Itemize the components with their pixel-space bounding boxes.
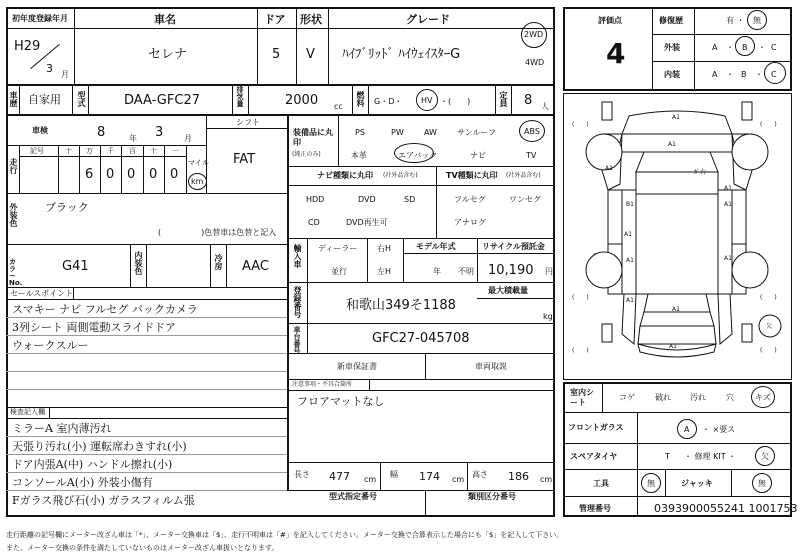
color-note: ( )色替車は色替と記入: [158, 228, 277, 237]
notes-label: 注意事項・不具合箇所: [292, 381, 353, 388]
car-name-label: 車名: [154, 13, 176, 26]
mileage-digit-3: 0: [127, 167, 136, 182]
int-dot2: ・: [755, 70, 763, 79]
unit-juu: 十: [150, 147, 157, 155]
fuel-other: ・( ): [440, 97, 471, 106]
reg-no: 和歌山349そ1188: [346, 298, 456, 313]
tools-label: 工具: [593, 479, 609, 488]
svg-text:( ): ( ): [760, 347, 777, 354]
import-label: 輸入車: [293, 244, 302, 268]
navi-sub: (社外品含む): [383, 172, 418, 179]
fuel-label: 燃料: [356, 91, 365, 107]
color-no-label: カラーNo.: [9, 258, 23, 287]
windshield-label: フロントガラス: [568, 423, 624, 432]
shift-label: シフト: [236, 118, 260, 127]
equip-navi: ナビ: [470, 151, 486, 160]
dmg-a1-bumper: A1: [626, 297, 634, 304]
dmg-a1-right-door: A1: [724, 201, 732, 208]
navi-title: ナビ種類に丸印: [317, 171, 373, 180]
length-unit: cm: [364, 475, 377, 484]
navi-cd: CD: [308, 218, 320, 227]
interior-color-label: 内装色: [134, 251, 143, 275]
score-label: 評価点: [598, 16, 622, 25]
equip-title: 装備品に丸印: [293, 128, 333, 147]
tools-none: 無: [647, 479, 655, 488]
car-damage-diagram: [564, 94, 791, 379]
model-year-unit: 年: [433, 267, 441, 276]
check-line-3: ドア内張A(中) ハンドル擦れ(小): [12, 458, 173, 471]
yen-unit: 円: [545, 267, 553, 276]
shaken-month: 3: [155, 125, 164, 140]
seat-hole: 穴: [726, 393, 734, 402]
seat-scratch: キズ: [755, 393, 771, 402]
repair-opts: 有 ・: [726, 16, 745, 25]
svg-text:( ): ( ): [572, 121, 589, 128]
import-left: 左H: [377, 267, 392, 276]
dmg-b1-left-door: B1: [626, 201, 634, 208]
ext-dot2: ・: [758, 43, 766, 52]
mileage-digit-1: 6: [85, 167, 94, 182]
spare-kit: ・ 修理 KIT ・: [684, 452, 737, 461]
cooling: AAC: [242, 259, 269, 274]
ext-label: 外装: [664, 43, 680, 52]
model-year-label: モデル年式: [416, 242, 456, 251]
drive-2wd: 2WD: [524, 30, 544, 39]
check-line-1: ミラーA 室内薄汚れ: [12, 422, 112, 435]
shaken-month-unit: 月: [184, 134, 192, 143]
color-label: 外装色: [9, 203, 18, 227]
navi-sd: SD: [404, 195, 416, 204]
unit-man: 万: [86, 147, 93, 155]
sales-label: セールスポイント: [10, 289, 74, 298]
mile-unit: マイル: [188, 159, 209, 167]
equip-tv: TV: [526, 151, 537, 160]
first-reg-label: 初年度登録年月: [12, 14, 68, 23]
check-line-2: 天張り汚れ(小) 運転席わきすれ(小): [12, 440, 187, 453]
height: 186: [508, 470, 529, 483]
sales-line-2: 3列シート 両側電動スライドドア: [12, 321, 176, 334]
import-parallel: 並行: [331, 267, 347, 276]
mileage-digit-4: 0: [149, 167, 158, 182]
doors: 5: [272, 47, 281, 62]
navi-hdd: HDD: [306, 195, 325, 204]
spare-missing: 欠: [761, 452, 769, 461]
int-label: 内装: [664, 70, 680, 79]
width: 174: [419, 470, 440, 483]
svg-text:( ): ( ): [760, 121, 777, 128]
dmg-a1-tail: A1: [669, 343, 677, 350]
chassis-label: 車台番号: [293, 326, 301, 354]
mileage-label: 走行: [9, 158, 18, 174]
int-b: B: [741, 70, 747, 79]
equip-aw: AW: [424, 128, 437, 137]
color-no: G41: [62, 259, 89, 274]
capacity-label: 定員: [499, 91, 508, 107]
reg-month-unit: 月: [61, 70, 69, 79]
int-a: A: [712, 70, 718, 79]
jack-label: ジャッキ: [681, 479, 713, 488]
class-no-label: 類別区分番号: [468, 492, 516, 501]
repair-label: 修復歴: [659, 16, 683, 25]
load-label: 最大積載量: [488, 286, 528, 295]
navi-dvd: DVD: [358, 195, 376, 204]
check-line-4: コンソールA(小) 外装小傷有: [12, 476, 153, 489]
person-unit: 人: [541, 102, 549, 111]
warranty-label: 新車保証書: [337, 362, 377, 371]
import-dealer: ディーラー: [318, 244, 358, 253]
drive-4wd: 4WD: [525, 58, 545, 67]
recycle-label: リサイクル預託金: [482, 242, 545, 251]
mgmt-no: 0393900055241 1001753: [654, 502, 798, 515]
unit-10man: 十: [65, 147, 72, 155]
dmg-a1-pillar: A1: [624, 231, 632, 238]
length-label: 長さ: [294, 470, 310, 479]
type: DAA-GFC27: [124, 93, 200, 108]
spare-label: スペアタイヤ: [570, 452, 618, 461]
shaken-year: 8: [97, 125, 106, 140]
type-label: 型式: [77, 91, 86, 107]
tv-analog: アナログ: [454, 218, 486, 227]
capacity: 8: [524, 93, 533, 108]
shaken-label: 車検: [32, 126, 48, 135]
tv-sub: (社外品含む): [506, 172, 541, 179]
dmg-a1-rear: A1: [672, 306, 680, 313]
mileage-kigou: 記号: [30, 147, 44, 155]
model-no-label: 型式指定番号: [329, 492, 377, 501]
door-label: ドア: [264, 13, 286, 26]
model-year-unknown: 不明: [458, 267, 474, 276]
reg-no-label: 登録番号: [293, 286, 302, 318]
check-line-5: Fガラス飛び石(小) ガラスフィルム張: [12, 494, 195, 507]
shaken-year-unit: 年: [129, 134, 137, 143]
int-c: C: [771, 70, 777, 79]
height-unit: cm: [540, 475, 553, 484]
ext-dot1: ・: [726, 43, 734, 52]
sales-line-1: スマキー ナビ フルセグ バックカメラ: [12, 303, 198, 316]
unit-sen: 千: [107, 147, 114, 155]
shape: V: [306, 47, 315, 62]
dmg-a1-hood: A1: [668, 141, 676, 148]
color-value: ブラック: [45, 201, 89, 214]
navi-dvd-play: DVD再生可: [346, 218, 388, 227]
fuel-hv: HV: [421, 96, 433, 105]
width-unit: cm: [452, 475, 465, 484]
spare-t: T: [665, 452, 670, 461]
svg-text:( ): ( ): [572, 294, 589, 301]
dmg-missing: 欠: [766, 323, 773, 330]
fuel-options: G・D・: [374, 97, 403, 106]
dmg-a1-left-rear: A1: [626, 257, 634, 264]
manual-label: 車両取説: [475, 362, 507, 371]
mileage-digit-2: 0: [106, 167, 115, 182]
mileage-digit-5: 0: [170, 167, 179, 182]
equip-ps: PS: [355, 128, 365, 137]
windshield-rest: ・ ×要ス: [702, 425, 736, 434]
dmg-a1-right-rear: A1: [724, 255, 732, 262]
mgmt-label: 管理番号: [579, 504, 611, 513]
grade: ﾊｲﾌﾞﾘｯﾄﾞ ﾊｲｳｪｲｽﾀｰG: [342, 47, 461, 62]
svg-text:( ): ( ): [572, 347, 589, 354]
recycle-value: 10,190: [488, 263, 534, 278]
dmg-a1-left-fender: A1: [605, 165, 613, 172]
displacement: 2000: [285, 93, 319, 108]
ext-b: B: [742, 43, 748, 52]
ext-c: C: [771, 43, 777, 52]
dmg-a1-front: A1: [672, 114, 680, 121]
tv-fullseg: フルセグ: [454, 195, 486, 204]
seat-tear: 破れ: [655, 393, 671, 402]
windshield-a: A: [684, 425, 690, 434]
seat-burn: コゲ: [619, 393, 635, 402]
reg-era: H29: [14, 39, 41, 54]
shift: FAT: [233, 152, 256, 167]
equip-airbag: エアバック: [398, 151, 438, 160]
equip-sunroof: サンルーフ: [457, 128, 496, 137]
equip-abs: ABS: [524, 127, 540, 136]
cc-unit: cc: [334, 102, 343, 111]
svg-text:( ): ( ): [760, 294, 777, 301]
interior-seat-label: 室内シート: [570, 388, 594, 408]
cooling-label: 冷房: [214, 254, 223, 270]
usage-label: 車歴: [9, 91, 18, 107]
jack-none: 無: [758, 479, 766, 488]
equip-pw: PW: [391, 128, 404, 137]
reg-month: 3: [46, 62, 53, 75]
car-name: セレナ: [148, 47, 188, 62]
seat-stain: 汚れ: [690, 393, 706, 402]
width-label: 幅: [390, 470, 398, 479]
notes-value: フロアマットなし: [297, 395, 385, 408]
grade-label: グレード: [406, 13, 450, 26]
tv-oneseg: ワンセグ: [509, 195, 541, 204]
displacement-label: 排気量: [236, 86, 244, 107]
unit-ichi: 一: [172, 147, 179, 155]
import-right: 右H: [377, 244, 392, 253]
ext-a: A: [712, 43, 718, 52]
tv-title: TV種類に丸印: [446, 171, 498, 180]
footer-line-1: 走行距離の記号欄にメーター改ざん車は「*」、メーター交換車は「$」、走行不明車は「#」を記入してください。メーター交換で合算表示した場合にも「$」を記入して下さい。: [6, 531, 564, 539]
dmg-a1-roof: A1: [724, 185, 732, 192]
check-label: 検査記入欄: [10, 408, 45, 416]
equip-sub: (純正のみ): [292, 151, 321, 158]
kg-unit: kg: [543, 312, 553, 321]
chassis-no: GFC27-045708: [372, 331, 470, 346]
shape-label: 形状: [300, 13, 322, 26]
footer-line-2: また、メーター交換の条件を満たしていないものはメーター改ざん車扱いとなります。: [6, 544, 279, 552]
length: 477: [329, 470, 350, 483]
sales-line-3: ウォークスルー: [12, 339, 89, 352]
unit-hyaku: 百: [129, 147, 136, 155]
dmg-glass-right: ｶﾞ右: [694, 169, 707, 176]
usage: 自家用: [28, 93, 61, 106]
km-unit: km: [191, 177, 204, 186]
equip-leather: 本革: [351, 151, 367, 160]
height-label: 高さ: [472, 470, 488, 479]
repair-none: 無: [753, 16, 761, 25]
int-dot1: ・: [726, 70, 734, 79]
score-value: 4: [606, 37, 626, 70]
